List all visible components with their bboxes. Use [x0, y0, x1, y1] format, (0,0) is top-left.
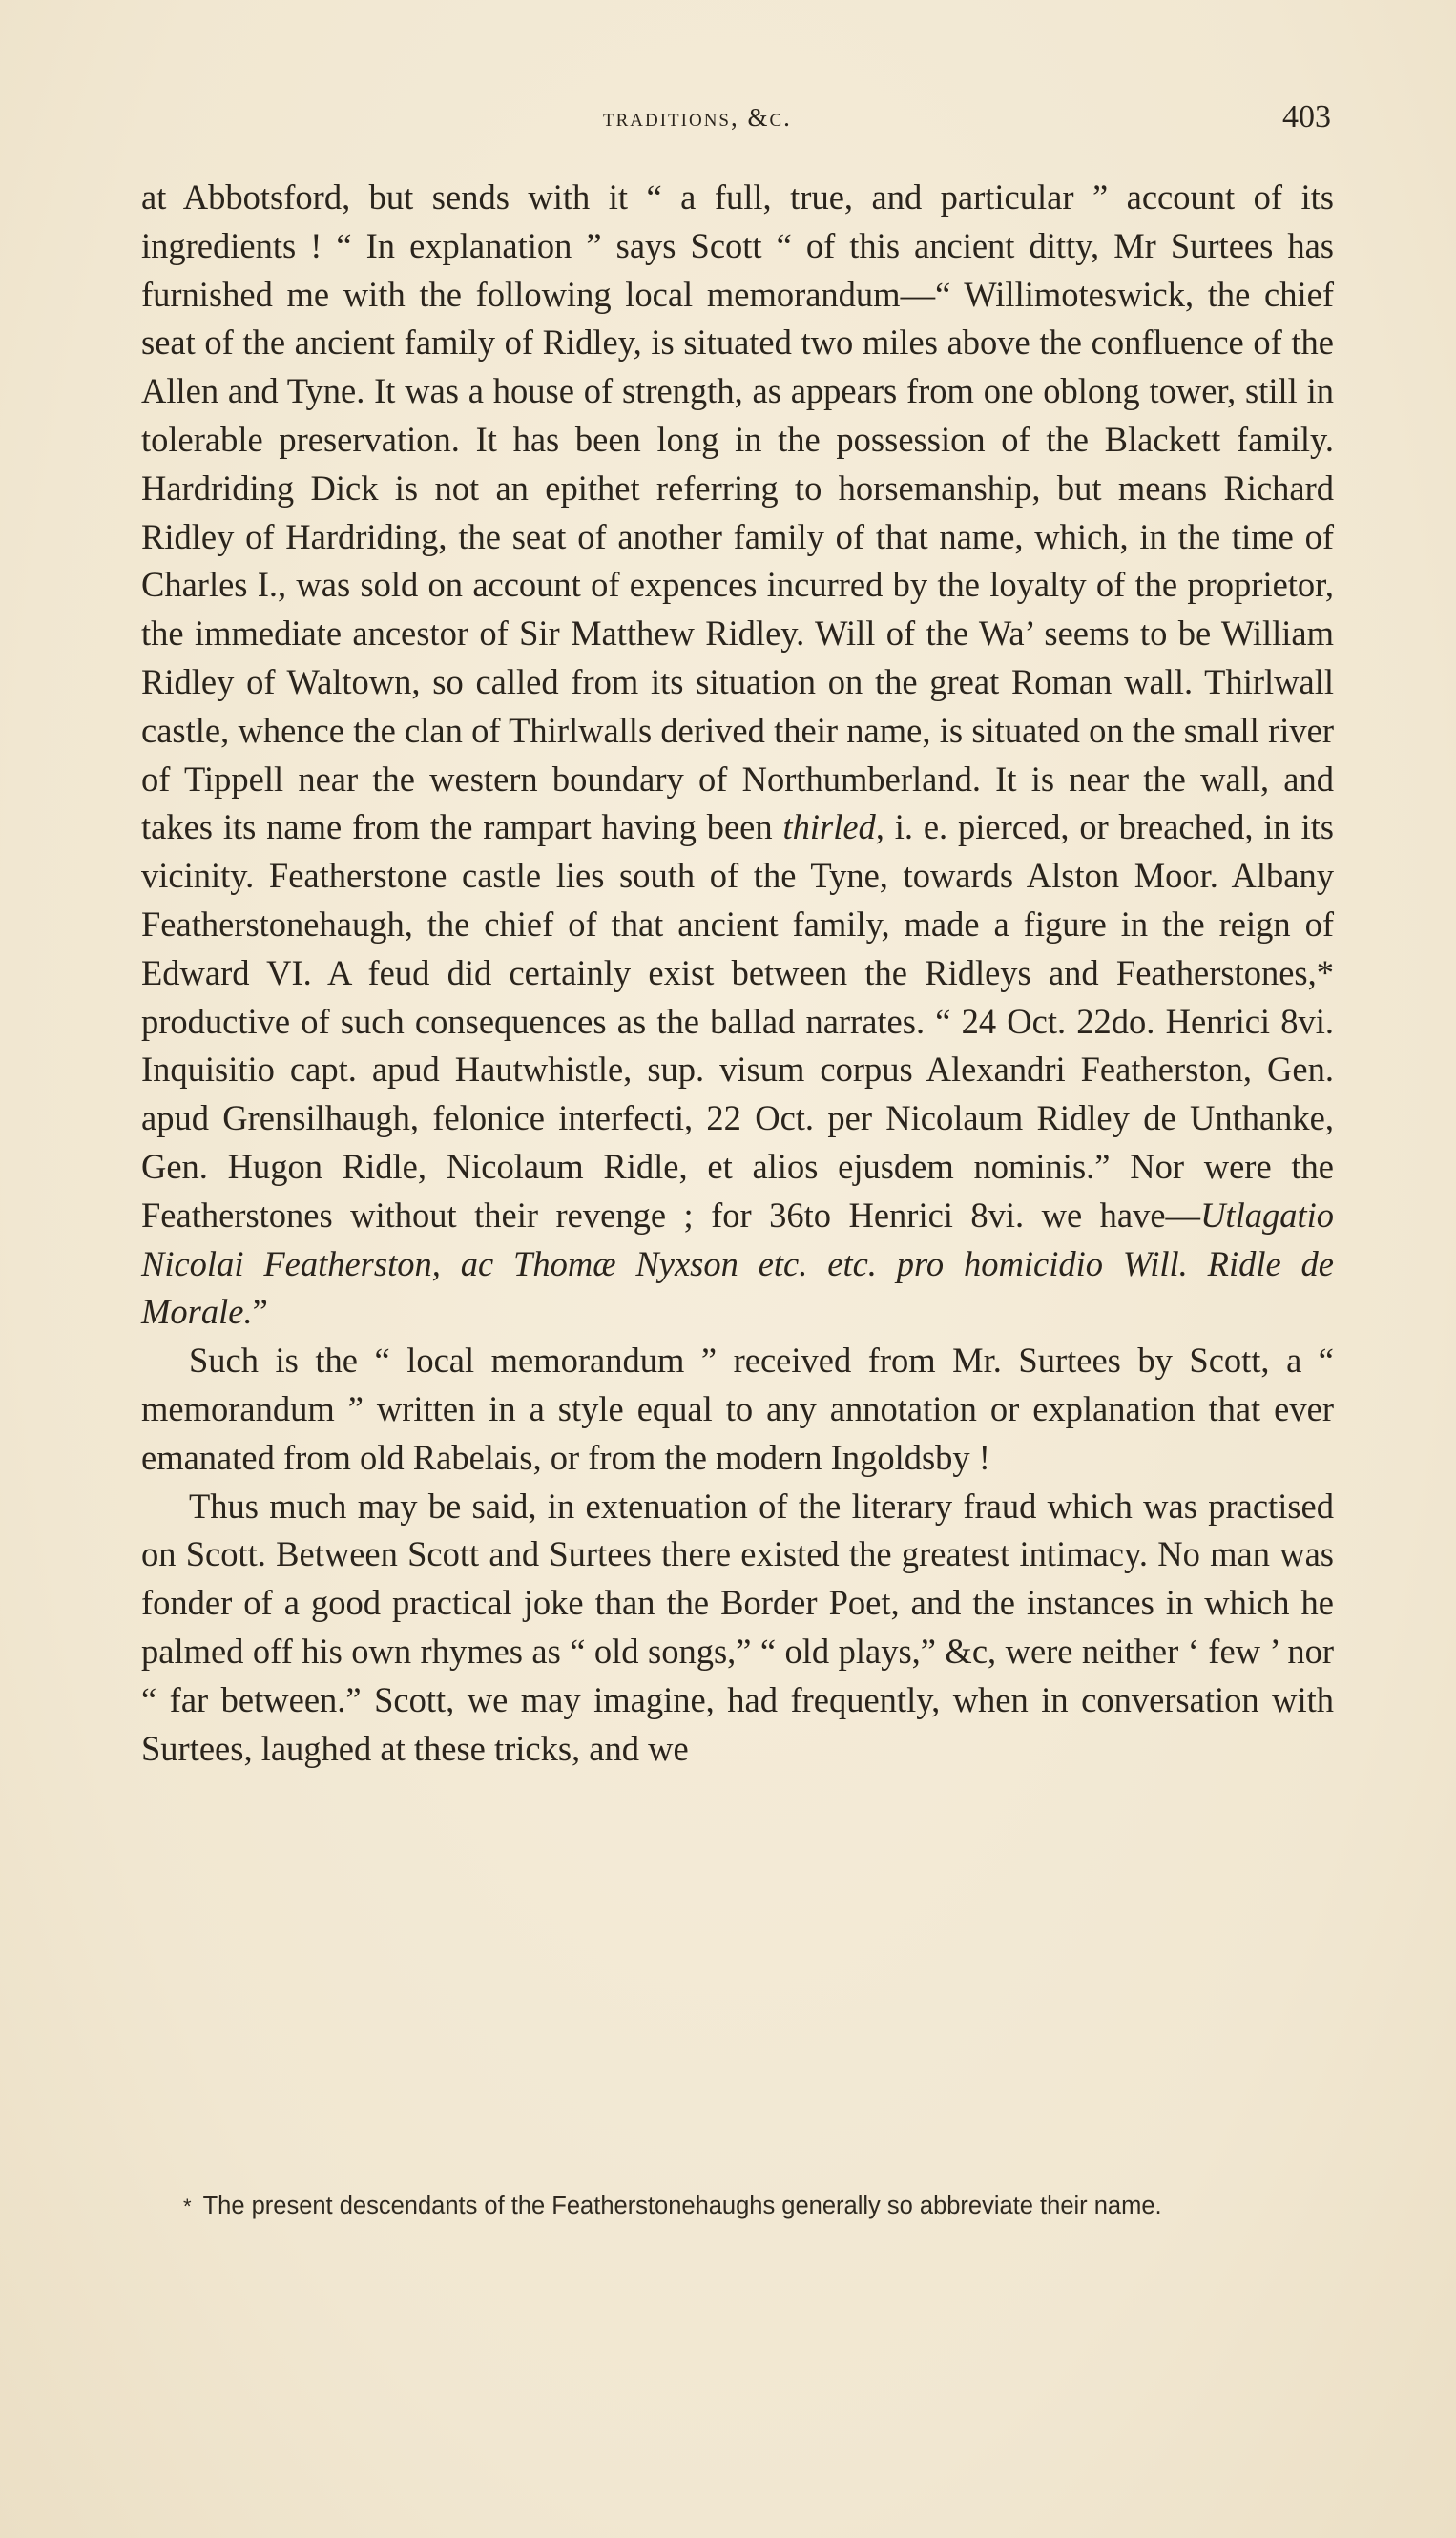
footnote-text: The present descendants of the Featherstonehaughs generally so abbreviate their name.	[202, 2193, 1162, 2219]
paragraph-3: Thus much may be said, in extenuation of the literary fraud which was practised on Scott. Between Scott and Surtees there existed the greatest intimacy. No man was fonder of a good practical joke than the Border Poet, and the instances in which he palmed off his own rhymes as “ old songs,” “ old plays,” &c, were neither ‘ few ’ nor “ far between.” Scott, we may imagine, had frequently, when in conversation with Surtees, laughed at these tricks, and we	[141, 1486, 1334, 1768]
footnote	[141, 2181, 1334, 2232]
latin-quotation: Utlagatio Nicolai Featherston, ac Thomæ Nyxson etc. etc. pro homicidio Will. Ridle de Morale.	[141, 1195, 1334, 1332]
page-number: 403	[1282, 99, 1331, 135]
paragraph-1	[141, 174, 1334, 1337]
running-head	[0, 99, 1456, 137]
body-text	[141, 174, 1334, 1773]
paragraph-1-text-a: at Abbotsford, but sends with it “ a full, true, and particular ” account of its ingredients ! “ In explanation ” says Scott “ of this ancient ditty, Mr Surtees has furnished me with the following local memorandum—“ Willimoteswick, the chief seat of the ancient family of Ridley, is situated two miles above the confluence of the Allen and Tyne. It was a house of strength, as appears from one oblong tower, still in tolerable preservation. It has been long in the possession of the Blackett family. Hardriding Dick is not an epithet referring to horsemanship, but means Richard Ridley of Hardriding, the seat of another family of that name, which, in the time of Charles I., was sold on account of expences incurred by the loyalty of the proprietor, the immediate ancestor of Sir Matthew Ridley. Will of the Wa’ seems to be William Ridley of Waltown, so called from its situation on the great Roman wall. Thirlwall castle, whence the clan of Thirlwalls derived their name, is situated on the small river of Tippell near the western boundary of Northumberland. It is near the wall, and takes its name from the rampart having been	[141, 177, 1334, 847]
running-title: traditions, &c.	[603, 103, 792, 132]
paragraph-2: Such is the “ local memorandum ” received from Mr. Surtees by Scott, a “ memorandum ” written in a style equal to any annotation or explanation that ever emanated from old Rabelais, or from the modern Ingoldsby !	[141, 1341, 1334, 1477]
closing-quote: ”	[252, 1292, 268, 1332]
italic-word-thirled: thirled,	[782, 807, 884, 847]
footnote-marker: *	[183, 2195, 192, 2218]
paragraph-1-text-b: i. e. pierced, or breached, in its vicinity. Featherstone castle lies south of the Tyne, towards Alston Moor. Albany Featherstonehaugh, the chief of that ancient family, made a figure in the reign of Edward VI. A feud did certainly exist between the Ridleys and Featherstones,* productive of such consequences as the ballad narrates. “ 24 Oct. 22do. Henrici 8vi. Inquisitio capt. apud Hautwhistle, sup. visum corpus Alexandri Featherston, Gen. apud Grensilhaugh, felonice interfecti, 22 Oct. per Nicolaum Ridley de Unthanke, Gen. Hugon Ridle, Nicolaum Ridle, et alios ejusdem nominis.” Nor were the Featherstones without their revenge ; for 36to Henrici 8vi. we have—	[141, 807, 1334, 1235]
